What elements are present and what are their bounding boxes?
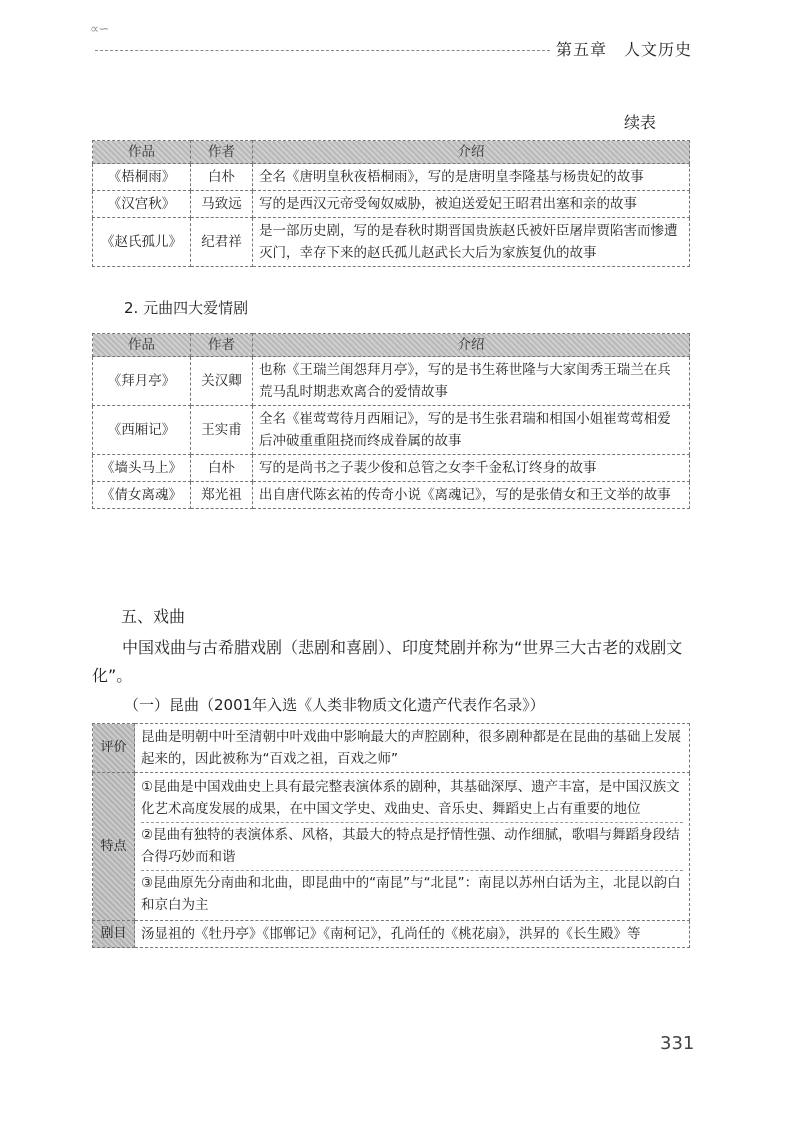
table-header-row xyxy=(93,141,690,164)
table-row xyxy=(93,724,690,773)
cell-author: 纪君祥 xyxy=(191,218,253,267)
cell-author: 马致远 xyxy=(191,191,253,218)
row-header-features: 特点 xyxy=(93,773,135,921)
page-number: 331 xyxy=(660,1033,695,1054)
continued-label: 续表 xyxy=(624,113,657,132)
cell-work: 《汉宫秋》 xyxy=(93,191,191,218)
column-header-work: 作品 xyxy=(93,334,191,357)
feature-item: ②昆曲有独特的表演体系、风格，其最大的特点是抒情性强、动作细腻，歌唱与舞蹈身段结合得巧妙而和谐 xyxy=(141,823,683,871)
table-row xyxy=(93,455,690,482)
cell-work: 《倩女离魂》 xyxy=(93,482,191,509)
section-heading-opera: 五、戏曲 xyxy=(121,607,186,626)
table-row xyxy=(93,482,690,509)
cell-author: 王实甫 xyxy=(191,406,253,455)
column-header-intro: 介绍 xyxy=(253,141,690,164)
table-header-row xyxy=(93,334,690,357)
cell-work: 《赵氏孤儿》 xyxy=(93,218,191,267)
love-drama-table xyxy=(92,333,690,509)
header-ornament: ∝∽ xyxy=(90,22,109,37)
cell-repertoire: 汤显祖的《牡丹亭》《邯郸记》《南柯记》，孔尚任的《桃花扇》，洪昇的《长生殿》等 xyxy=(135,921,690,948)
header-rule xyxy=(95,50,550,51)
cell-work: 《墙头马上》 xyxy=(93,455,191,482)
cell-features xyxy=(135,773,690,921)
cell-work: 《拜月亭》 xyxy=(93,357,191,406)
cell-author: 郑光祖 xyxy=(191,482,253,509)
cell-intro: 是一部历史剧，写的是春秋时期晋国贵族赵氏被奸臣屠岸贾陷害而惨遭灭门，幸存下来的赵氏孤儿赵武长大后为家族复仇的故事 xyxy=(253,218,690,267)
cell-intro: 全名《唐明皇秋夜梧桐雨》，写的是唐明皇李隆基与杨贵妃的故事 xyxy=(253,164,690,191)
intro-paragraph: 中国戏曲与古希腊戏剧（悲剧和喜剧）、印度梵剧并称为“世界三大古老的戏剧文化”。 xyxy=(92,638,683,685)
cell-evaluation: 昆曲是明朝中叶至清朝中叶戏曲中影响最大的声腔剧种，很多剧种都是在昆曲的基础上发展起来的，因此被称为“百戏之祖，百戏之师” xyxy=(135,724,690,773)
cell-author: 白朴 xyxy=(191,164,253,191)
section-heading-love-dramas: 2. 元曲四大爱情剧 xyxy=(124,299,249,317)
cell-intro: 写的是西汉元帝受匈奴威胁，被迫送爱妃王昭君出塞和亲的故事 xyxy=(253,191,690,218)
cell-intro: 写的是尚书之子裴少俊和总管之女李千金私订终身的故事 xyxy=(253,455,690,482)
column-header-author: 作者 xyxy=(191,334,253,357)
chapter-title: 第五章 人文历史 xyxy=(556,40,693,59)
feature-item: ①昆曲是中国戏曲史上具有最完整表演体系的剧种，其基础深厚、遗产丰富，是中国汉族文化艺术高度发展的成果，在中国文学史、戏曲史、音乐史、舞蹈史上占有重要的地位 xyxy=(141,775,683,823)
cell-author: 关汉卿 xyxy=(191,357,253,406)
cell-author: 白朴 xyxy=(191,455,253,482)
cell-intro: 全名《崔莺莺待月西厢记》，写的是书生张君瑞和相国小姐崔莺莺相爱后冲破重重阻挠而终成眷属的故事 xyxy=(253,406,690,455)
column-header-work: 作品 xyxy=(93,141,191,164)
table-row xyxy=(93,191,690,218)
table-row xyxy=(93,164,690,191)
table-row xyxy=(93,773,690,921)
table-row xyxy=(93,406,690,455)
cell-intro: 出自唐代陈玄祐的传奇小说《离魂记》，写的是张倩女和王文举的故事 xyxy=(253,482,690,509)
feature-item: ③昆曲原先分南曲和北曲，即昆曲中的“南昆”与“北昆”：南昆以苏州白话为主，北昆以韵白和京白为主 xyxy=(141,875,681,913)
table-row xyxy=(93,357,690,406)
yuan-drama-table-continued xyxy=(92,140,690,267)
column-header-author: 作者 xyxy=(191,141,253,164)
row-header-repertoire: 剧目 xyxy=(93,921,135,948)
row-header-evaluation: 评价 xyxy=(93,724,135,773)
cell-work: 《梧桐雨》 xyxy=(93,164,191,191)
table-row xyxy=(93,218,690,267)
subheading-kunqu: （一）昆曲（2001年入选《人类非物质文化遗产代表作名录》） xyxy=(124,696,545,714)
cell-work: 《西厢记》 xyxy=(93,406,191,455)
cell-intro: 也称《王瑞兰闺怨拜月亭》，写的是书生蒋世隆与大家闺秀王瑞兰在兵荒马乱时期悲欢离合的爱情故事 xyxy=(253,357,690,406)
table-row xyxy=(93,921,690,948)
kunqu-table xyxy=(92,723,690,948)
column-header-intro: 介绍 xyxy=(253,334,690,357)
